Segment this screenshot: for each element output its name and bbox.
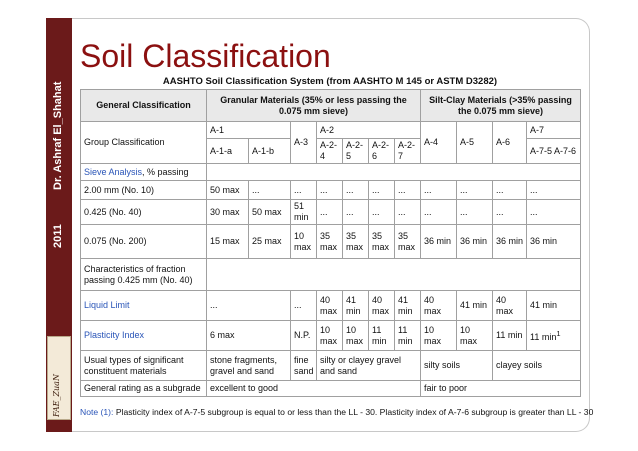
table-cell: 11 min [369,321,395,351]
table-cell: ... [249,181,291,200]
table-cell: ... [421,200,457,225]
table-cell: 41 min [343,291,369,321]
table-cell: 40 max [421,291,457,321]
fine-sand-cell: fine sand [291,351,317,381]
group-a2: A-2 [317,122,421,139]
empty-cell [207,164,581,181]
table-cell: 41 min [457,291,493,321]
silty-gravel-cell: silty or clayey gravel and sand [317,351,421,381]
header-granular: Granular Materials (35% or less passing the 0.075 mm sieve) [207,90,421,122]
table-row [81,200,581,225]
table-cell: ... [317,181,343,200]
table-cell: 10 max [421,321,457,351]
table-cell: 11 min [493,321,527,351]
note-link[interactable]: Note (1): [80,407,114,417]
group-a25: A-2-5 [343,139,369,164]
aashto-table [80,89,581,397]
rating-poor-cell: fair to poor [421,381,581,397]
row-label: 0.075 (No. 200) [81,225,207,259]
table-row [81,351,581,381]
table-cell: ... [457,200,493,225]
stone-fragments-cell: stone fragments, gravel and sand [207,351,291,381]
silty-soils-cell: silty soils [421,351,493,381]
table-cell: 35 max [343,225,369,259]
table-cell: 11 $\min^1$ [527,321,581,351]
table-cell: ... [527,181,581,200]
page-title: Soil Classification [80,38,331,74]
logo [47,336,71,420]
table-cell: 35 max [395,225,421,259]
table-cell: 40 max [493,291,527,321]
table-cell: 6 max [207,321,291,351]
group-a1a: A-1-a [207,139,249,164]
table-cell: 10 max [291,225,317,259]
table-row [81,321,581,351]
row-label: 0.425 (No. 40) [81,200,207,225]
liquid-limit-label [81,291,207,321]
header-general: General Classification [81,90,207,122]
table-cell: ... [421,181,457,200]
row-label: 2.00 mm (No. 10) [81,181,207,200]
table-cell: 51 min [291,200,317,225]
table-cell: ... [207,291,291,321]
clayey-soils-cell: clayey soils [493,351,581,381]
table-cell: ... [291,181,317,200]
table-cell: 25 max [249,225,291,259]
note-text: Plasticity index of A-7-5 subgroup is equal to or less than the LL - 30. Plasticity index of A-7-6 subgroup is greater than LL - 30 [113,407,594,417]
characteristics-label: Characteristics of fraction passing 0.425 mm (No. 40) [81,259,207,291]
table-cell: 10 max [343,321,369,351]
table-cell: 30 max [207,200,249,225]
logo-text: FAE_ZuaN [52,374,61,417]
table-cell: ... [317,200,343,225]
table-cell: 36 min [527,225,581,259]
sieve-analysis-label: Sieve Analysis, % passing [81,164,207,181]
table-caption: AASHTO Soil Classification System (from AASHTO M 145 or ASTM D3282) [162,76,498,87]
rating-good-cell: excellent to good [207,381,421,397]
group-a1b: A-1-b [249,139,291,164]
group-a7: A-7 [527,122,581,139]
header-siltclay: Silt-Clay Materials (>35% passing the 0.075 mm sieve) [421,90,581,122]
footnote-marker: 1 [556,329,561,338]
table-cell: 10 max [457,321,493,351]
plasticity-index-link[interactable]: Plasticity Index [84,330,145,340]
table-cell: ... [395,200,421,225]
footnote [80,407,594,417]
table-cell: ... [493,181,527,200]
table-cell: 36 min [421,225,457,259]
table-cell: ... [291,291,317,321]
table-cell: 35 max [369,225,395,259]
liquid-limit-link[interactable]: Liquid Limit [84,300,130,310]
table-cell: ... [369,181,395,200]
table-cell: ... [343,181,369,200]
usual-types-label: Usual types of significant constituent materials [81,351,207,381]
table-cell: ... [493,200,527,225]
group-a26: A-2-6 [369,139,395,164]
table-cell: ... [457,181,493,200]
table-cell: 50 max [207,181,249,200]
table-row [81,291,581,321]
table-cell: 41 min [395,291,421,321]
table-cell: 40 max [369,291,395,321]
table-cell: 35 max [317,225,343,259]
table-cell: 11 min [395,321,421,351]
table-cell: ... [343,200,369,225]
group-a7-sub: A-7-5 A-7-6 [527,139,581,164]
table-cell: ... [369,200,395,225]
sieve-analysis-link[interactable]: Sieve Analysis [84,166,143,177]
table-cell: 36 min [493,225,527,259]
group-a27: A-2-7 [395,139,421,164]
group-a3: A-3 [291,122,317,164]
table-row [81,181,581,200]
table-cell: 36 min [457,225,493,259]
group-a1: A-1 [207,122,291,139]
table-cell: 15 max [207,225,249,259]
table-cell: ... [527,200,581,225]
author-name: Dr. Ashraf El_Shahat [52,81,64,190]
table-cell: 50 max [249,200,291,225]
rating-label: General rating as a subgrade [81,381,207,397]
table-row [81,381,581,397]
table-cell: 10 max [317,321,343,351]
table-cell: 41 min [527,291,581,321]
table-row [81,225,581,259]
group-a5: A-5 [457,122,493,164]
group-a4: A-4 [421,122,457,164]
table-cell: ... [395,181,421,200]
year-label: 2011 [52,224,64,248]
table-cell: N.P. [291,321,317,351]
group-a6: A-6 [493,122,527,164]
table-cell: 40 max [317,291,343,321]
group-a24: A-2-4 [317,139,343,164]
plasticity-index-label [81,321,207,351]
empty-cell [207,259,581,291]
group-classification-label: Group Classification [81,122,207,164]
